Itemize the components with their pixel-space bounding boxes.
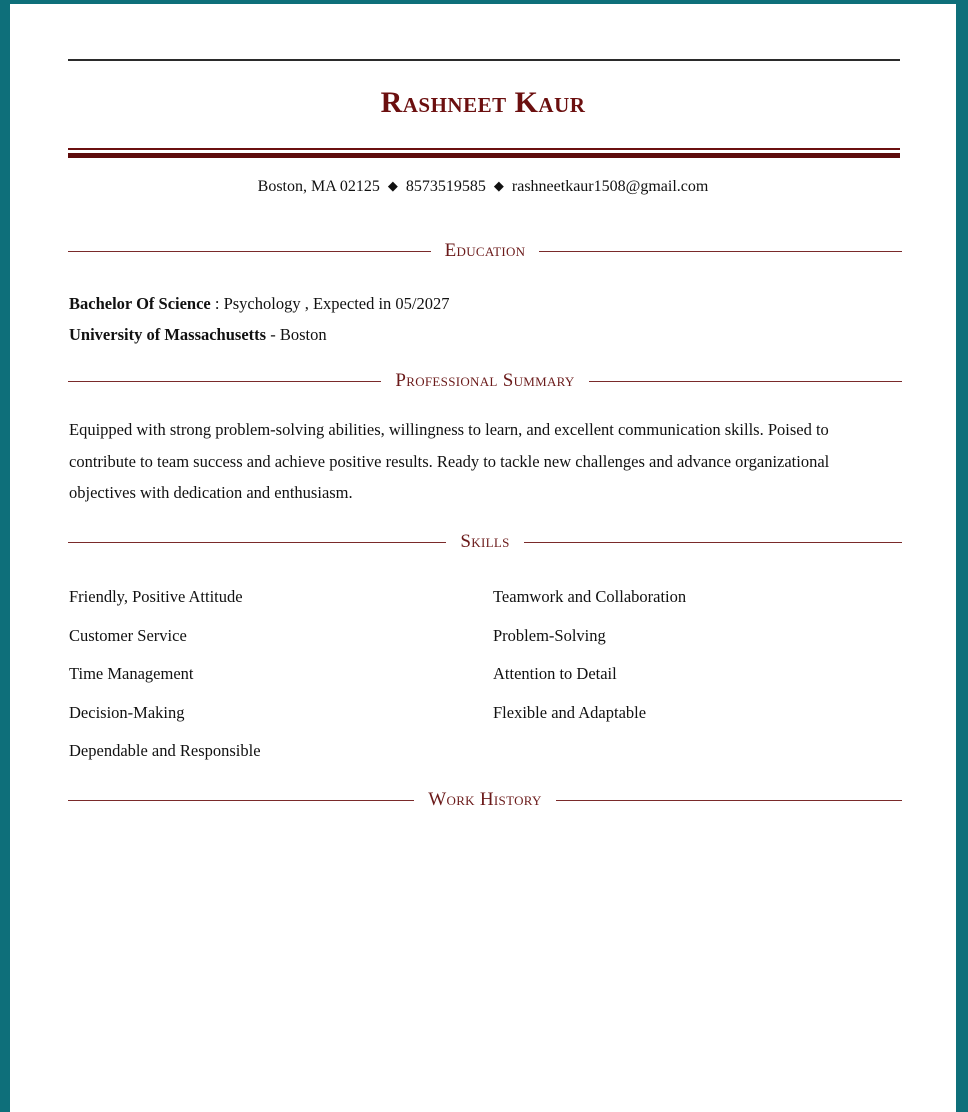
skill-item: Attention to Detail [493, 664, 617, 683]
section-title: Professional Summary [395, 370, 575, 391]
school-line [69, 319, 450, 350]
section-title: Education [444, 240, 526, 261]
degree-line [69, 288, 450, 319]
skill-item: Friendly, Positive Attitude [69, 587, 243, 606]
resume-page [10, 4, 956, 1112]
section-heading-education [68, 240, 902, 262]
skills-right-column [493, 581, 893, 774]
diamond-separator-icon: ◆ [493, 178, 504, 193]
degree-detail: : Psychology , Expected in 05/2027 [210, 294, 450, 313]
education-entry [69, 288, 450, 350]
skill-item: Flexible and Adaptable [493, 702, 647, 722]
skill-item: Time Management [69, 664, 194, 683]
top-divider [68, 59, 900, 61]
skill-item: Problem-Solving [493, 625, 606, 645]
summary-text: Equipped with strong problem-solving abilities, willingness to learn, and excellent communication skills. Poised to contribute to team success and achieve positive results. Ready to tackle new challenges and advance organizational objectives with dedication and enthusiasm. [69, 420, 830, 502]
school-name: University of Massachusetts [69, 325, 267, 344]
contact-phone: 8573519585 [405, 178, 486, 195]
skill-item: Dependable and Responsible [69, 741, 261, 760]
contact-address: Boston, MA 02125 [257, 178, 380, 195]
section-heading-summary [68, 370, 902, 392]
candidate-name: Rashneet Kaur [380, 86, 586, 119]
section-heading-work-history [68, 789, 902, 811]
section-title: Work History [428, 789, 542, 810]
skills-grid [69, 581, 899, 774]
diamond-separator-icon: ◆ [387, 178, 398, 193]
skill-item: Decision-Making [69, 702, 185, 722]
header-divider [68, 148, 900, 158]
section-title: Skills [460, 531, 510, 552]
skill-item: Teamwork and Collaboration [493, 587, 687, 606]
degree-name: Bachelor Of Science [69, 294, 211, 313]
contact-line [10, 178, 956, 196]
skills-left-column [69, 581, 493, 774]
school-detail: - Boston [266, 325, 327, 344]
section-heading-skills [68, 531, 902, 553]
skill-item: Customer Service [69, 625, 187, 645]
contact-email: rashneetkaur1508@gmail.com [511, 178, 709, 195]
